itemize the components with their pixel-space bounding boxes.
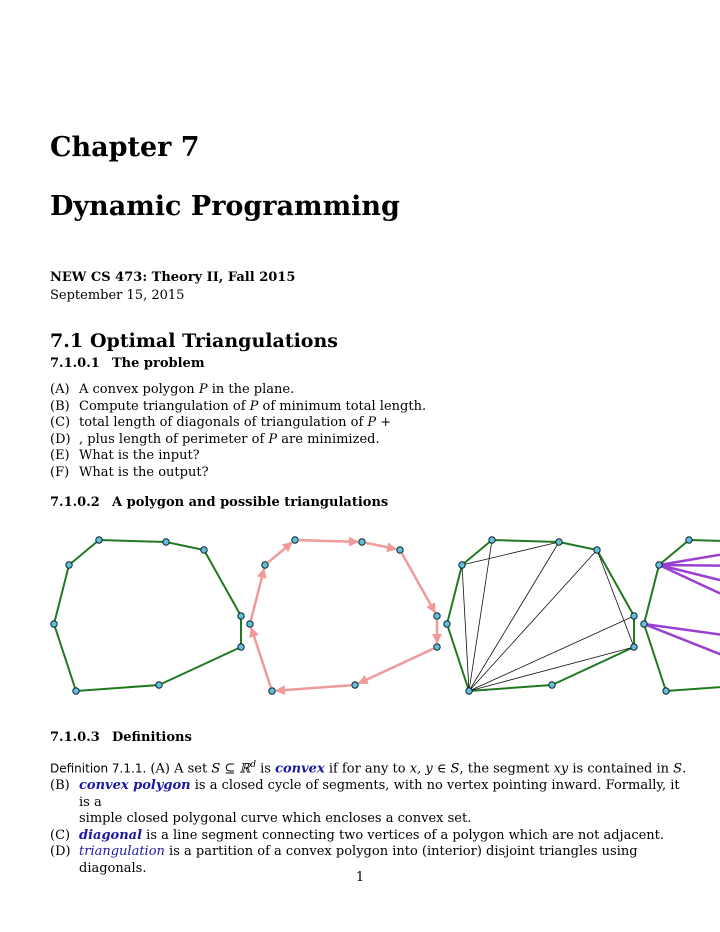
- triangulation-figure: [44, 526, 720, 698]
- fan-diagonal: [659, 565, 720, 566]
- definition-line: Definition 7.1.1. (A) A set S ⊆ ℝ$^d$ is convex if for any to x, y ∈ S, the segment xy is contained in S.: [50, 760, 687, 777]
- polygon-vertex: [73, 688, 79, 694]
- term-triangulation: triangulation: [79, 844, 165, 860]
- polygon-vertex: [352, 682, 358, 688]
- polygon-vertex: [359, 539, 365, 545]
- diagonal-line: [469, 550, 597, 691]
- problem-list: [50, 382, 690, 482]
- subsection-figure-heading: [50, 495, 388, 510]
- subsection-number: 7.1.0.1: [50, 356, 100, 371]
- section-heading: [50, 330, 338, 352]
- traversal-arrow: [299, 540, 358, 542]
- polygon-vertex: [434, 644, 440, 650]
- list-item: (B) Compute triangulation of P of minimum total length.: [50, 398, 427, 414]
- list-item: (F) What is the output?: [50, 464, 209, 480]
- polygon-vertex: [201, 547, 207, 553]
- polygon-outline: [447, 540, 634, 691]
- polygon-vertex: [459, 562, 465, 568]
- polygon-vertex: [247, 621, 253, 627]
- traversal-arrow: [251, 569, 264, 620]
- polygon-vertex: [238, 644, 244, 650]
- polygon-vertex: [163, 539, 169, 545]
- traversal-arrow: [359, 649, 434, 684]
- polygon-vertex: [262, 562, 268, 568]
- subsection-title: Definitions: [112, 730, 192, 745]
- chapter-label: Chapter 7: [50, 132, 200, 163]
- section-number: 7.1: [50, 330, 84, 352]
- diagonal-line: [469, 542, 559, 691]
- list-item-continuation: simple closed polygonal curve which encloses a convex set.: [79, 811, 472, 827]
- polygon-vertex: [656, 562, 662, 568]
- term-convex: convex: [275, 761, 325, 777]
- polygon-vertex: [444, 621, 450, 627]
- polygon-vertex: [397, 547, 403, 553]
- polygon-vertex: [96, 537, 102, 543]
- term-diagonal: diagonal: [79, 827, 143, 843]
- subsection-definitions-heading: [50, 730, 192, 745]
- polygon-vertex: [631, 644, 637, 650]
- polygon-vertex: [489, 537, 495, 543]
- polygon-vertex: [66, 562, 72, 568]
- polygon-outline: [54, 540, 241, 691]
- list-item: (A) A convex polygon P in the plane.: [50, 382, 295, 397]
- term-convex-polygon: convex polygon: [79, 777, 191, 793]
- polygon-vertex: [51, 621, 57, 627]
- polygon-vertex: [466, 688, 472, 694]
- traversal-arrow: [276, 685, 351, 690]
- chapter-title: Dynamic Programming: [50, 191, 400, 222]
- polygon-vertex: [631, 613, 637, 619]
- subsection-number: 7.1.0.2: [50, 495, 100, 510]
- traversal-arrow: [402, 553, 435, 612]
- polygon-vertex: [269, 688, 275, 694]
- polygon-vertex: [549, 682, 555, 688]
- list-item: (C) diagonal is a line segment connecting two vertices of a polygon which are not adjacent.: [50, 827, 665, 843]
- polygon-vertex: [238, 613, 244, 619]
- polygon-vertex: [292, 537, 298, 543]
- list-item: (B) convex polygon is a closed cycle of segments, with no vertex pointing inward. Formally, it is a: [50, 777, 680, 810]
- polygon-vertex: [556, 539, 562, 545]
- fan-diagonal: [644, 624, 720, 670]
- traversal-arrow: [251, 628, 271, 687]
- polygon-vertex: [156, 682, 162, 688]
- polygon-vertex: [641, 621, 647, 627]
- subsection-title: A polygon and possible triangulations: [112, 495, 389, 510]
- traversal-arrow: [366, 543, 396, 549]
- fan-diagonal: [644, 624, 720, 640]
- diagonal-line: [597, 550, 634, 647]
- page-number: 1: [355, 870, 365, 885]
- subsection-number: 7.1.0.3: [50, 730, 100, 745]
- definition-head: Definition 7.1.1.: [50, 761, 147, 776]
- traversal-arrow: [268, 543, 292, 563]
- section-title: Optimal Triangulations: [90, 330, 338, 352]
- definition-block: [50, 757, 690, 877]
- course-name: NEW CS 473: Theory II, Fall 2015: [50, 270, 296, 285]
- polygon-vertex: [434, 613, 440, 619]
- list-item: (C) total length of diagonals of triangulation of P +: [50, 415, 392, 431]
- list-item: (E) What is the input?: [50, 448, 200, 464]
- polygon-outline: [644, 540, 720, 691]
- polygon-vertex: [686, 537, 692, 543]
- list-item: (D) triangulation is a partition of a convex polygon into (interior) disjoint triangles using diagonals.: [50, 844, 638, 876]
- subsection-problem-heading: [50, 356, 205, 371]
- polygon-vertex: [594, 547, 600, 553]
- date: September 15, 2015: [50, 288, 185, 303]
- triangulation-figure-svg: [44, 526, 720, 698]
- subsection-title: The problem: [112, 356, 205, 371]
- list-item: (D) , plus length of perimeter of P are minimized.: [50, 431, 380, 447]
- polygon-vertex: [663, 688, 669, 694]
